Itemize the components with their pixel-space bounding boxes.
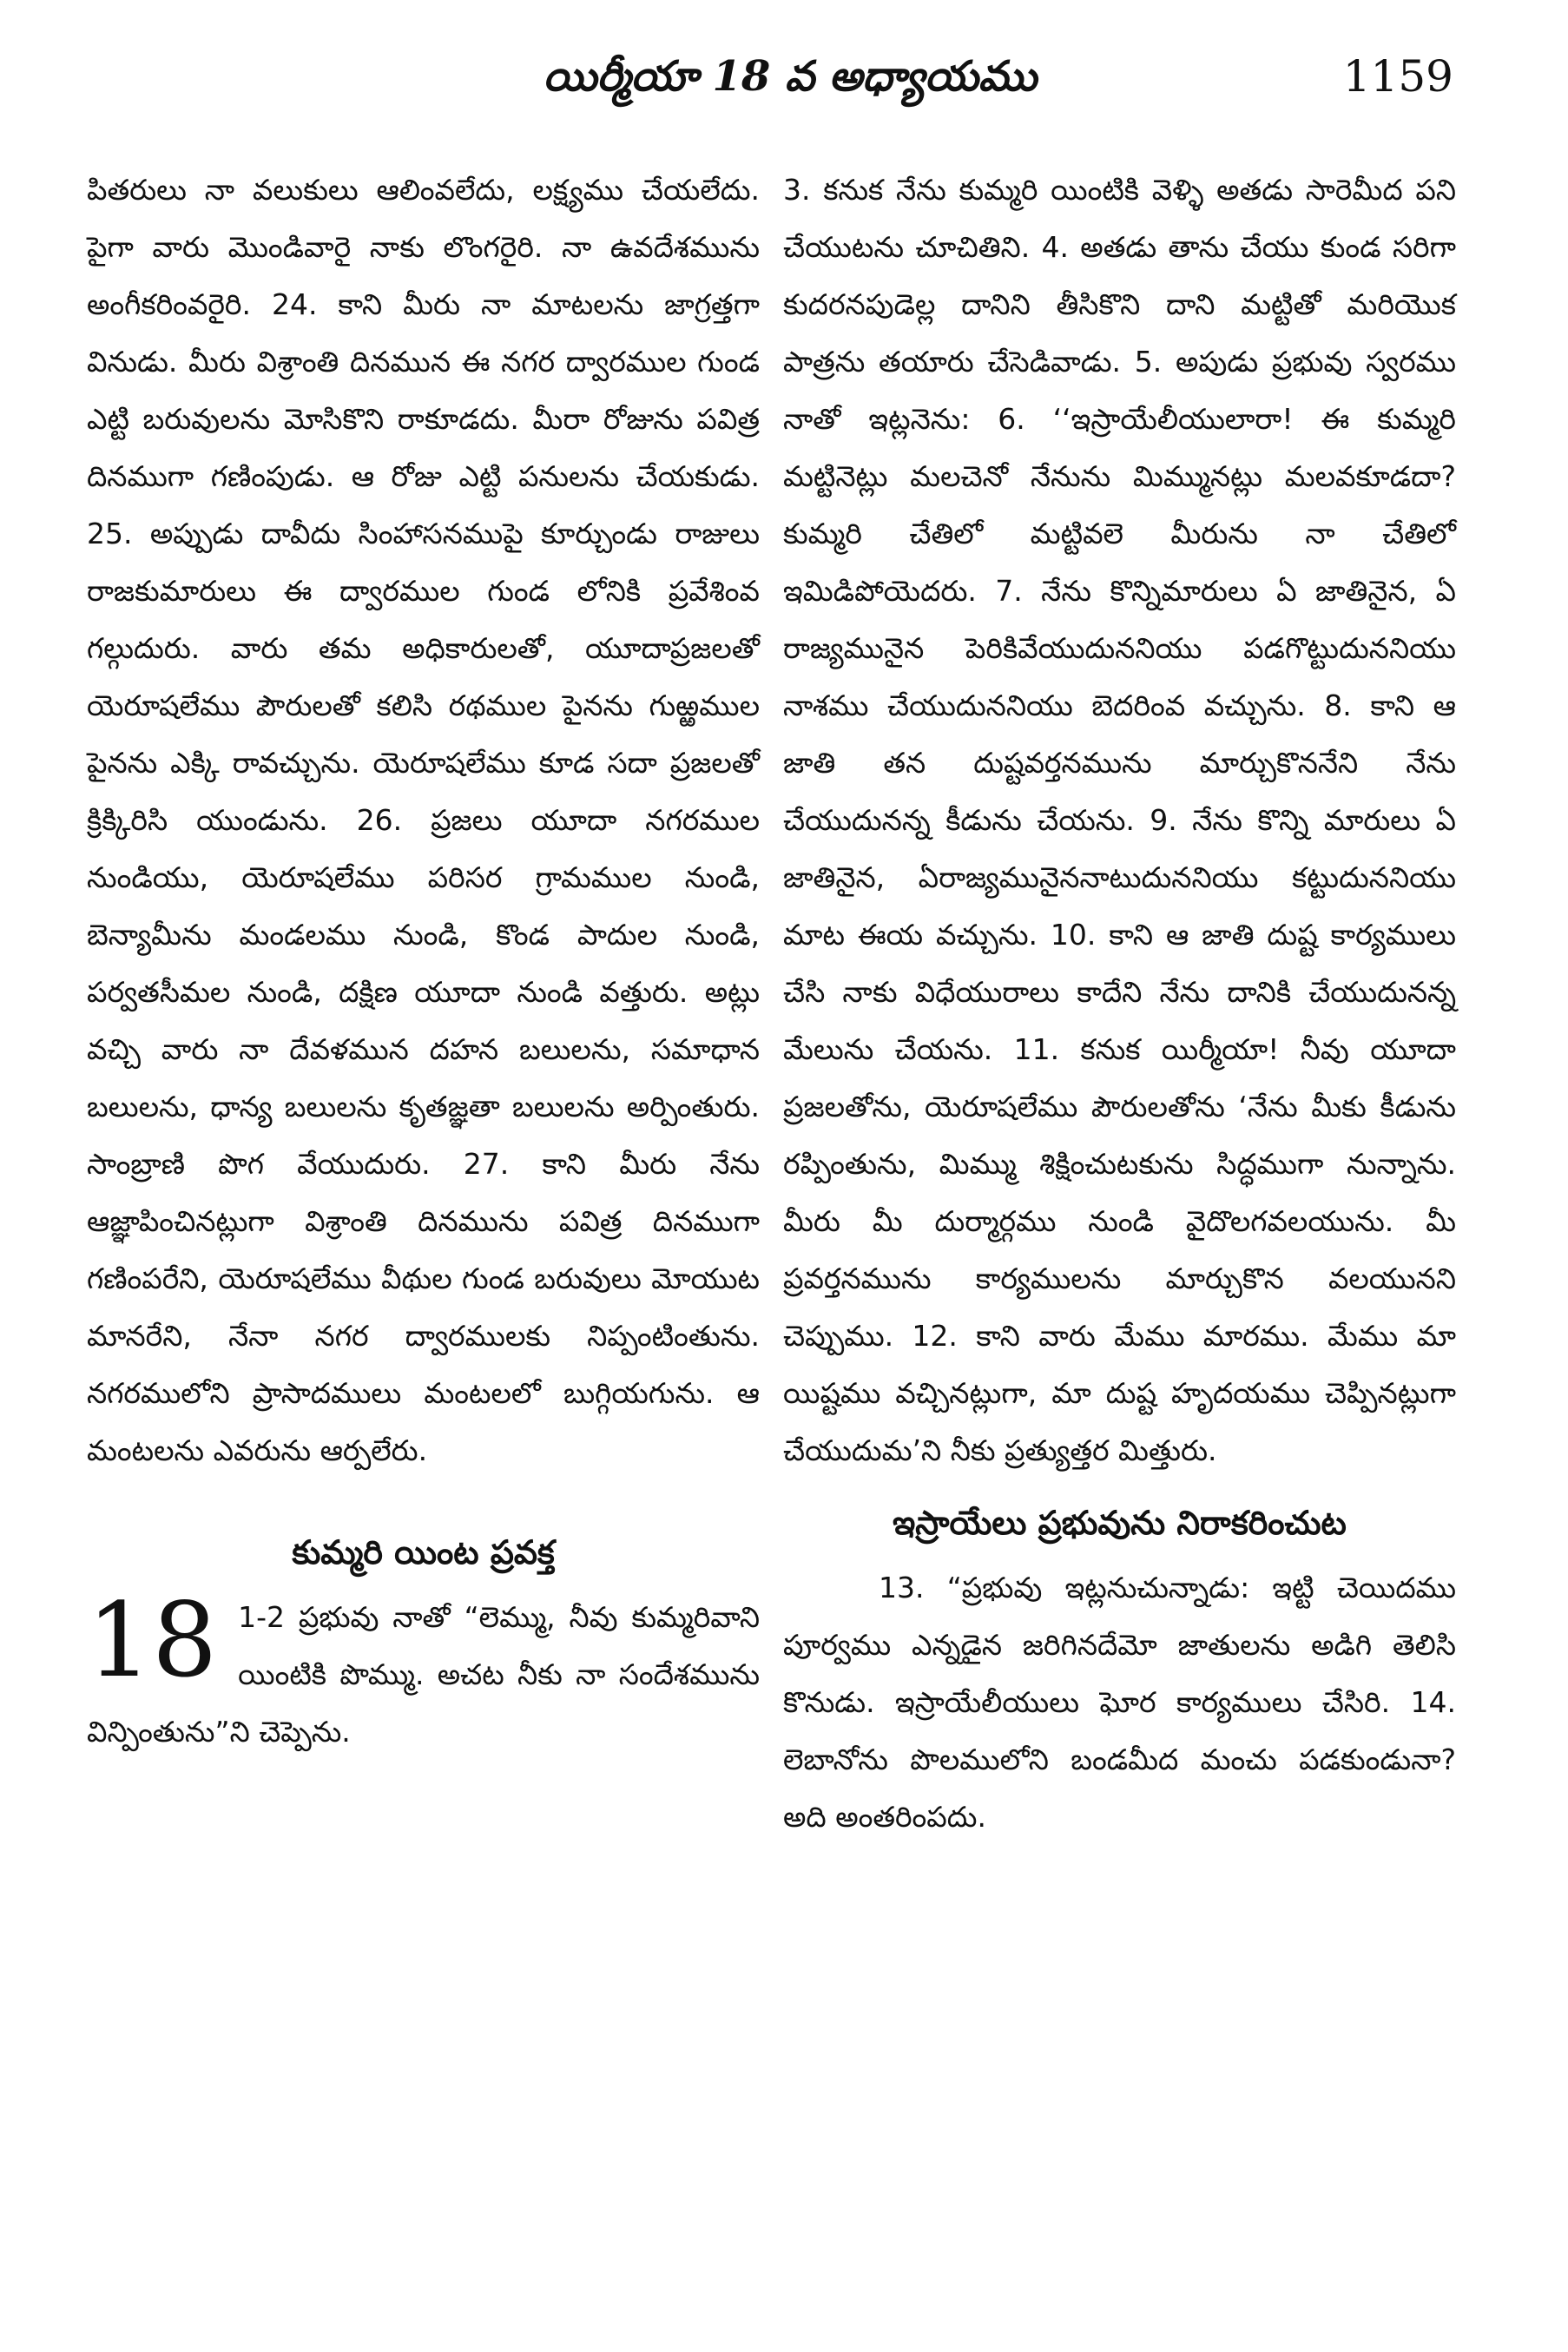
left-column [87,161,760,1761]
right-column [783,161,1456,1846]
body-paragraph: 1-2 ప్రభువు నాతో “లెమ్ము, నీవు కుమ్మరివాని యింటికి పొమ్ము. అచట నీకు నా సందేశమును విన్పింతును”ని చెప్పెను. [87,1600,760,1749]
chapter-opening [87,1580,760,1761]
section-heading: కుమ్మరి యింట ప్రవక్త [292,1533,555,1571]
chapter-number: 18 [87,1580,218,1700]
body-paragraph: 3. కనుక నేను కుమ్మరి యింటికి వెళ్ళి అతడు సారెమీద పని చేయుటను చూచితిని. 4. అతడు తాను చేయు కుండ సరిగా కుదరనపుడెల్ల దానిని తీసికొని దాని మట్టితో మరియొక పాత్రను తయారు చేసెడివాడు. 5. అపుడు ప్రభువు స్వరము నాతో ఇట్లనెను: 6. ‘‘ఇస్రాయేలీయులారా! ఈ కుమ్మరి మట్టినెట్లు మలచెనో నేనును మిమ్మునట్లు మలవకూడదా? కుమ్మరి చేతిలో మట్టివలె మీరును నా చేతిలో ఇమిడిపోయెదరు. 7. నేను కొన్నిమారులు ఏ జాతినైన, ఏ రాజ్యమునైన పెరికివేయుదుననియు పడగొట్టుదుననియు నాశము చేయుదుననియు బెదరింవ వచ్చును. 8. కాని ఆ జాతి తన దుష్టవర్తనమును మార్చుకొననేని నేను చేయుదునన్న కీడును చేయను. 9. నేను కొన్ని మారులు ఏ జాతినైన, ఏరాజ్యమునైననాటుదుననియు కట్టుదుననియు మాట ఈయ వచ్చును. 10. కాని ఆ జాతి దుష్ట కార్యములు చేసి నాకు విధేయురాలు కాదేని నేను దానికి చేయుదునన్న మేలును చేయను. 11. కనుక యిర్మీయా! నీవు యూదా ప్రజలతోను, యెరూషలేము పౌరులతోను ‘నేను మీకు కీడును రప్పింతును, మిమ్ము శిక్షించుటకును సిద్ధముగా నున్నాను. మీరు మీ దుర్మార్గము నుండి వైదొలగవలయును. మీ ప్రవర్తనమును కార్యములను మార్చుకొన వలయునని చెప్పుము. 12. కాని వారు మేము మారము. మేము మా యిష్టము వచ్చినట్లుగా, మా దుష్ట హృదయము చెప్పినట్లుగా చేయుదుమ’ని నీకు ప్రత్యుత్తర మిత్తురు. [783,173,1456,1467]
running-header [0,42,1568,111]
section-heading: ఇస్రాయేలు ప్రభువును నిరాకరించుట [893,1504,1347,1542]
running-title: యిర్మీయా 18 వ అధ్యాయము [543,52,1038,101]
body-paragraph: 13. “ప్రభువు ఇట్లనుచున్నాడు: ఇట్టి చెయిదము పూర్వము ఎన్నడైన జరిగినదేమో జాతులను అడిగి తెలిసి కొనుడు. ఇస్రాయేలీయులు ఘోర కార్యములు చేసిరి. 14. లెబానోను పొలములోని బండమీద మంచు పడకుండునా? అది అంతరింపదు. [783,1571,1456,1834]
body-paragraph: పితరులు నా వలుకులు ఆలింవలేదు, లక్ష్యము చేయలేదు. పైగా వారు మొండివారై నాకు లొంగరైరి. నా ఉవదేశమును అంగీకరింవరైరి. 24. కాని మీరు నా మాటలను జాగ్రత్తగా వినుడు. మీరు విశ్రాంతి దినమున ఈ నగర ద్వారముల గుండ ఎట్టి బరువులను మోసికొని రాకూడదు. మీరా రోజును పవిత్ర దినముగా గణింపుడు. ఆ రోజు ఎట్టి పనులను చేయకుడు. 25. అప్పుడు దావీదు సింహాసనముపై కూర్చుండు రాజులు రాజకుమారులు ఈ ద్వారముల గుండ లోనికి ప్రవేశింవ గల్గుదురు. వారు తమ అధికారులతో, యూదాప్రజలతో యెరూషలేము పౌరులతో కలిసి రథముల పైనను గుఱ్ఱముల పైనను ఎక్కి రావచ్చును. యెరూషలేము కూడ సదా ప్రజలతో క్రిక్కిరిసి యుండును. 26. ప్రజలు యూదా నగరముల నుండియు, యెరూషలేము పరిసర గ్రామముల నుండి, బెన్యామీను మండలము నుండి, కొండ పాదుల నుండి, పర్వతసీమల నుండి, దక్షిణ యూదా నుండి వత్తురు. అట్లు వచ్చి వారు నా దేవళమున దహన బలులను, సమాధాన బలులను, ధాన్య బలులను కృతజ్ఞతా బలులను అర్పింతురు. సాంబ్రాణి పొగ వేయుదురు. 27. కాని మీరు నేను ఆజ్ఞాపించినట్లుగా విశ్రాంతి దినమును పవిత్ర దినముగా గణింపరేని, యెరూషలేము వీథుల గుండ బరువులు మోయుట మానరేని, నేనా నగర ద్వారములకు నిప్పంటింతును. నగరములోని ప్రాసాదములు మంటలలో బుగ్గియగును. ఆ మంటలను ఎవరును ఆర్పలేరు. [87,173,760,1467]
page-number: 1159 [1342,51,1453,102]
